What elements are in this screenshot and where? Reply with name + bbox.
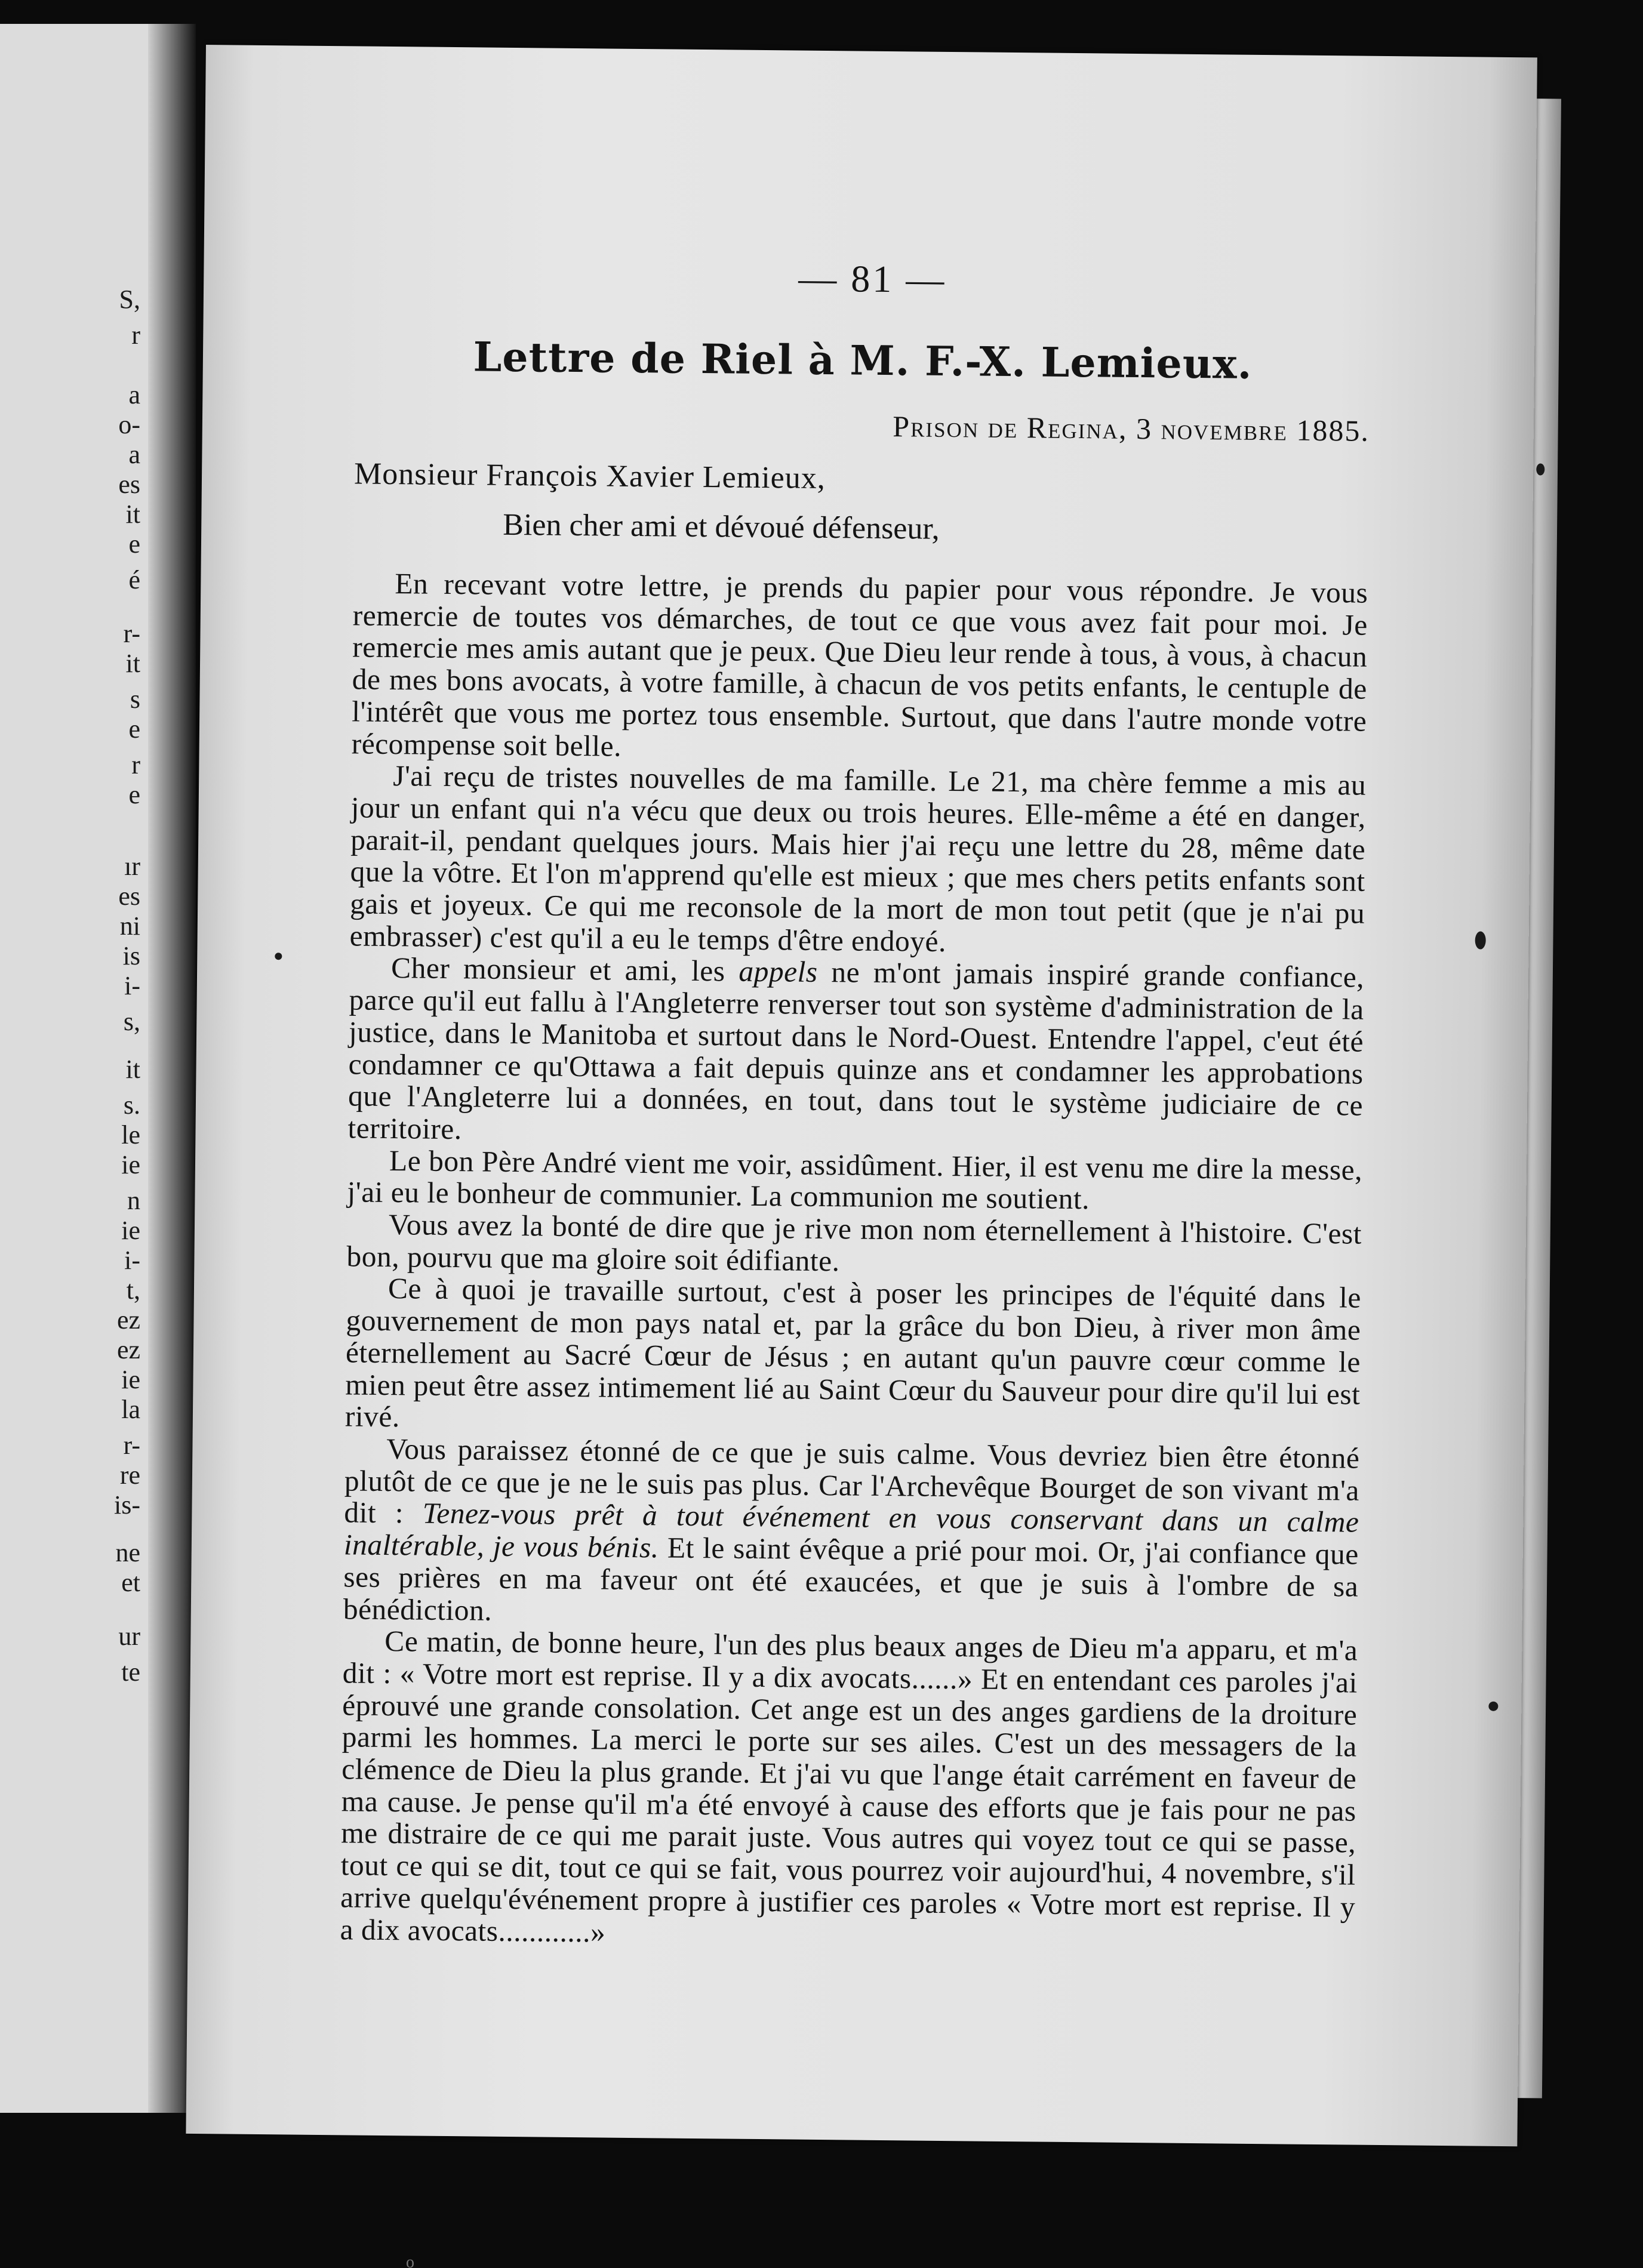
- left-page-fragment-text: ie: [121, 1150, 140, 1179]
- left-page-fragment-text: S,: [119, 285, 140, 314]
- scan-speck: [1475, 931, 1486, 949]
- left-page-fragment-text: é: [128, 565, 140, 594]
- paragraph-text: J'ai reçu de tristes nouvelles de ma famille. Le 21, ma chère femme a mis au jour un enfant qui n'a vécu que deux ou trois heures. Elle-même a été en danger, parait-il, pendant quelques jours. Mais hier j'ai reçu une lettre du 28, même date que la vôtre. Et l'on m'apprend qu'elle est mieux ; que mes chers petits enfants sont gais et joyeux. Ce qui me reconsole de la mort de mon tout petit (que je n'ai pu embrasser) c'est qu'il a eu le temps d'être endoyé.: [349, 759, 1367, 958]
- left-page-fragment-text: ır: [124, 852, 140, 881]
- left-page-fragment-text: it: [125, 500, 140, 529]
- left-page-fragment-text: i-: [124, 971, 140, 1000]
- left-page-fragment-text: ie: [121, 1216, 140, 1245]
- left-page-fragment-text: r: [131, 321, 140, 350]
- letter-paragraph: [340, 1625, 1358, 1955]
- left-page-fragment-text: ne: [115, 1538, 140, 1567]
- letter-dateline: Prison de Regina, 3 novembre 1885.: [893, 409, 1370, 448]
- letter-body: [340, 567, 1368, 1955]
- left-page-fragment-text: es: [118, 470, 140, 499]
- paragraph-text: Ce à quoi je travaille surtout, c'est à poser les principes de l'équité dans le gouvernement de mon pays natal et, par la grâce du bon Dieu, à river mon âme éternellement au Sacré Cœur de Jésus ; en autant qu'un pauvre cœur comme le mien peut être assez intimement lié au Saint Cœur du Sauveur pour dire qu'il lui est rivé.: [344, 1272, 1362, 1434]
- paragraph-text: Vous avez la bonté de dire que je rive mon nom éternellement à l'histoire. C'est bon, pourvu que ma gloire soit édifiante.: [346, 1208, 1362, 1278]
- paragraph-italic-text: appels: [739, 955, 818, 989]
- left-page-fragment-text: r-: [123, 1431, 140, 1460]
- left-page-fragment-text: re: [119, 1460, 140, 1490]
- left-page-fragment-text: it: [125, 649, 140, 678]
- letter-paragraph: [347, 1144, 1362, 1218]
- page-number: — 81 —: [798, 257, 947, 301]
- paragraph-text: ne m'ont jamais inspiré grande confiance, parce qu'il eut fallu à l'Angleterre renverser tout son système d'administration de la justice, dans le Manitoba et surtout dans le Nord-Ouest. Entendre l'appel, c'eut été condamner ce qu'Ottawa a fait depuis quinze ans et condamner les approbations que l'Angleterre lui a données, en tout, dans tout le système judiciaire de ce territoire.: [347, 956, 1365, 1146]
- left-page-fragment-text: is-: [114, 1490, 140, 1520]
- left-page-fragment-text: la: [121, 1395, 140, 1424]
- left-page-fragment-text: o-: [118, 410, 140, 439]
- left-page-fragment-text: i-: [124, 1246, 140, 1275]
- letter-paragraph: [346, 1208, 1362, 1282]
- scan-mark: o: [406, 2253, 414, 2268]
- paragraph-text: Cher monsieur et ami, les: [390, 951, 739, 988]
- right-page: [186, 45, 1537, 2146]
- letter-paragraph: [347, 952, 1364, 1154]
- letter-greeting: Bien cher ami et dévoué défenseur,: [503, 507, 940, 546]
- letter-salutation: Monsieur François Xavier Lemieux,: [353, 457, 826, 495]
- scan-speck: [1488, 1702, 1498, 1711]
- left-page-fragment-text: r-: [123, 619, 140, 648]
- left-page-fragment-text: te: [121, 1657, 140, 1687]
- left-page-fragment-text: ie: [121, 1365, 140, 1394]
- left-page-fragment-text: ez: [116, 1335, 140, 1364]
- paragraph-text: Le bon Père André vient me voir, assidûment. Hier, il est venu me dire la messe, j'ai eu le bonheur de communier. La communion me soutient.: [347, 1144, 1363, 1216]
- letter-paragraph: [343, 1432, 1360, 1635]
- left-page-fragment-text: r: [131, 750, 140, 779]
- left-page-fragment-text: ni: [119, 911, 140, 941]
- left-page-fragment-text: ur: [118, 1622, 140, 1651]
- left-page-fragment-text: is: [122, 941, 140, 970]
- letter-paragraph: [352, 567, 1368, 769]
- left-page-fragment-text: t,: [126, 1275, 140, 1305]
- paragraph-italic-text: Tenez-vous prêt à tout événement en vous conservant dans un calme inaltérable, je vous bénis.: [343, 1496, 1359, 1564]
- scan-speck: [1536, 463, 1544, 475]
- left-page-fragment-text: ez: [116, 1305, 140, 1335]
- paragraph-text: Ce matin, de bonne heure, l'un des plus beaux anges de Dieu m'a apparu, et m'a dit : « Votre mort est reprise. Il y a dix avocats......» Et en entendant ces paroles j'ai éprouvé une grande consolation. Cet ange est un des anges gardiens de la droiture parmi les hommes. La merci le porte sur ses ailes. C'est un des messagers de la clémence de Dieu la plus grande. Et j'ai vu que l'ange était carrément en faveur de ma cause. Je pense qu'il m'a été envoyé à cause des efforts que je fais pour ne pas me distraire de ce qui me parait juste. Vous autres qui voyez tout ce qui se passe, tout ce qui se dit, tout ce qui se fait, vous pourrez voir aujourd'hui, 4 novembre, s'il arrive quelqu'événement propre à justifier ces paroles « Votre mort est reprise. Il y a dix avocats............»: [340, 1625, 1358, 1949]
- left-page-fragment-text: n: [127, 1186, 140, 1215]
- left-page-fragment-text: le: [121, 1120, 140, 1150]
- left-page-fragment-text: s.: [123, 1090, 140, 1120]
- left-page-fragment-text: e: [128, 529, 140, 559]
- left-page-fragment-text: a: [128, 440, 140, 469]
- page-text-block: [340, 252, 1371, 1955]
- left-page-fragment-text: e: [128, 780, 140, 809]
- left-page-fragment-text: s,: [123, 1007, 140, 1036]
- scan-speck: [275, 953, 282, 960]
- left-page-fragment-text: et: [121, 1568, 140, 1597]
- left-page-fragment-text: it: [125, 1055, 140, 1084]
- left-page-fragment-text: e: [128, 714, 140, 744]
- paragraph-text: Et le saint évêque a prié pour moi. Or, j'ai confiance que ses prières en ma faveur ont été exaucées, et que je suis à l'ombre de sa bénédiction.: [343, 1531, 1359, 1627]
- left-page-fragment-text: a: [128, 380, 140, 409]
- paragraph-text: En recevant votre lettre, je prends du papier pour vous répondre. Je vous remercie de toutes vos démarches, de tout ce que vous avez fait pour moi. Je remercie mes amis autant que je peux. Que Dieu leur rende à tous, à vous, à chacun de mes bons avocats, à votre famille, à chacun de vos petits enfants, le centuple de l'intérêt que vous me portez tous ensemble. Surtout, que dans l'autre monde votre récompense soit belle.: [351, 567, 1368, 763]
- left-page-fragment-text: es: [118, 882, 140, 911]
- left-page-fragment-text: s: [130, 685, 140, 714]
- paragraph-text: Vous paraissez étonné de ce que je suis calme. Vous devriez bien être étonné plutôt de ce que je ne le suis pas plus. Car l'Archevêque Bourget de son vivant m'a dit :: [344, 1432, 1360, 1530]
- letter-paragraph: [345, 1272, 1361, 1443]
- letter-heading: Lettre de Riel à M. F.-X. Lemieux.: [473, 333, 1253, 389]
- left-page-text-fragments: [0, 24, 143, 2113]
- letter-paragraph: [349, 760, 1366, 962]
